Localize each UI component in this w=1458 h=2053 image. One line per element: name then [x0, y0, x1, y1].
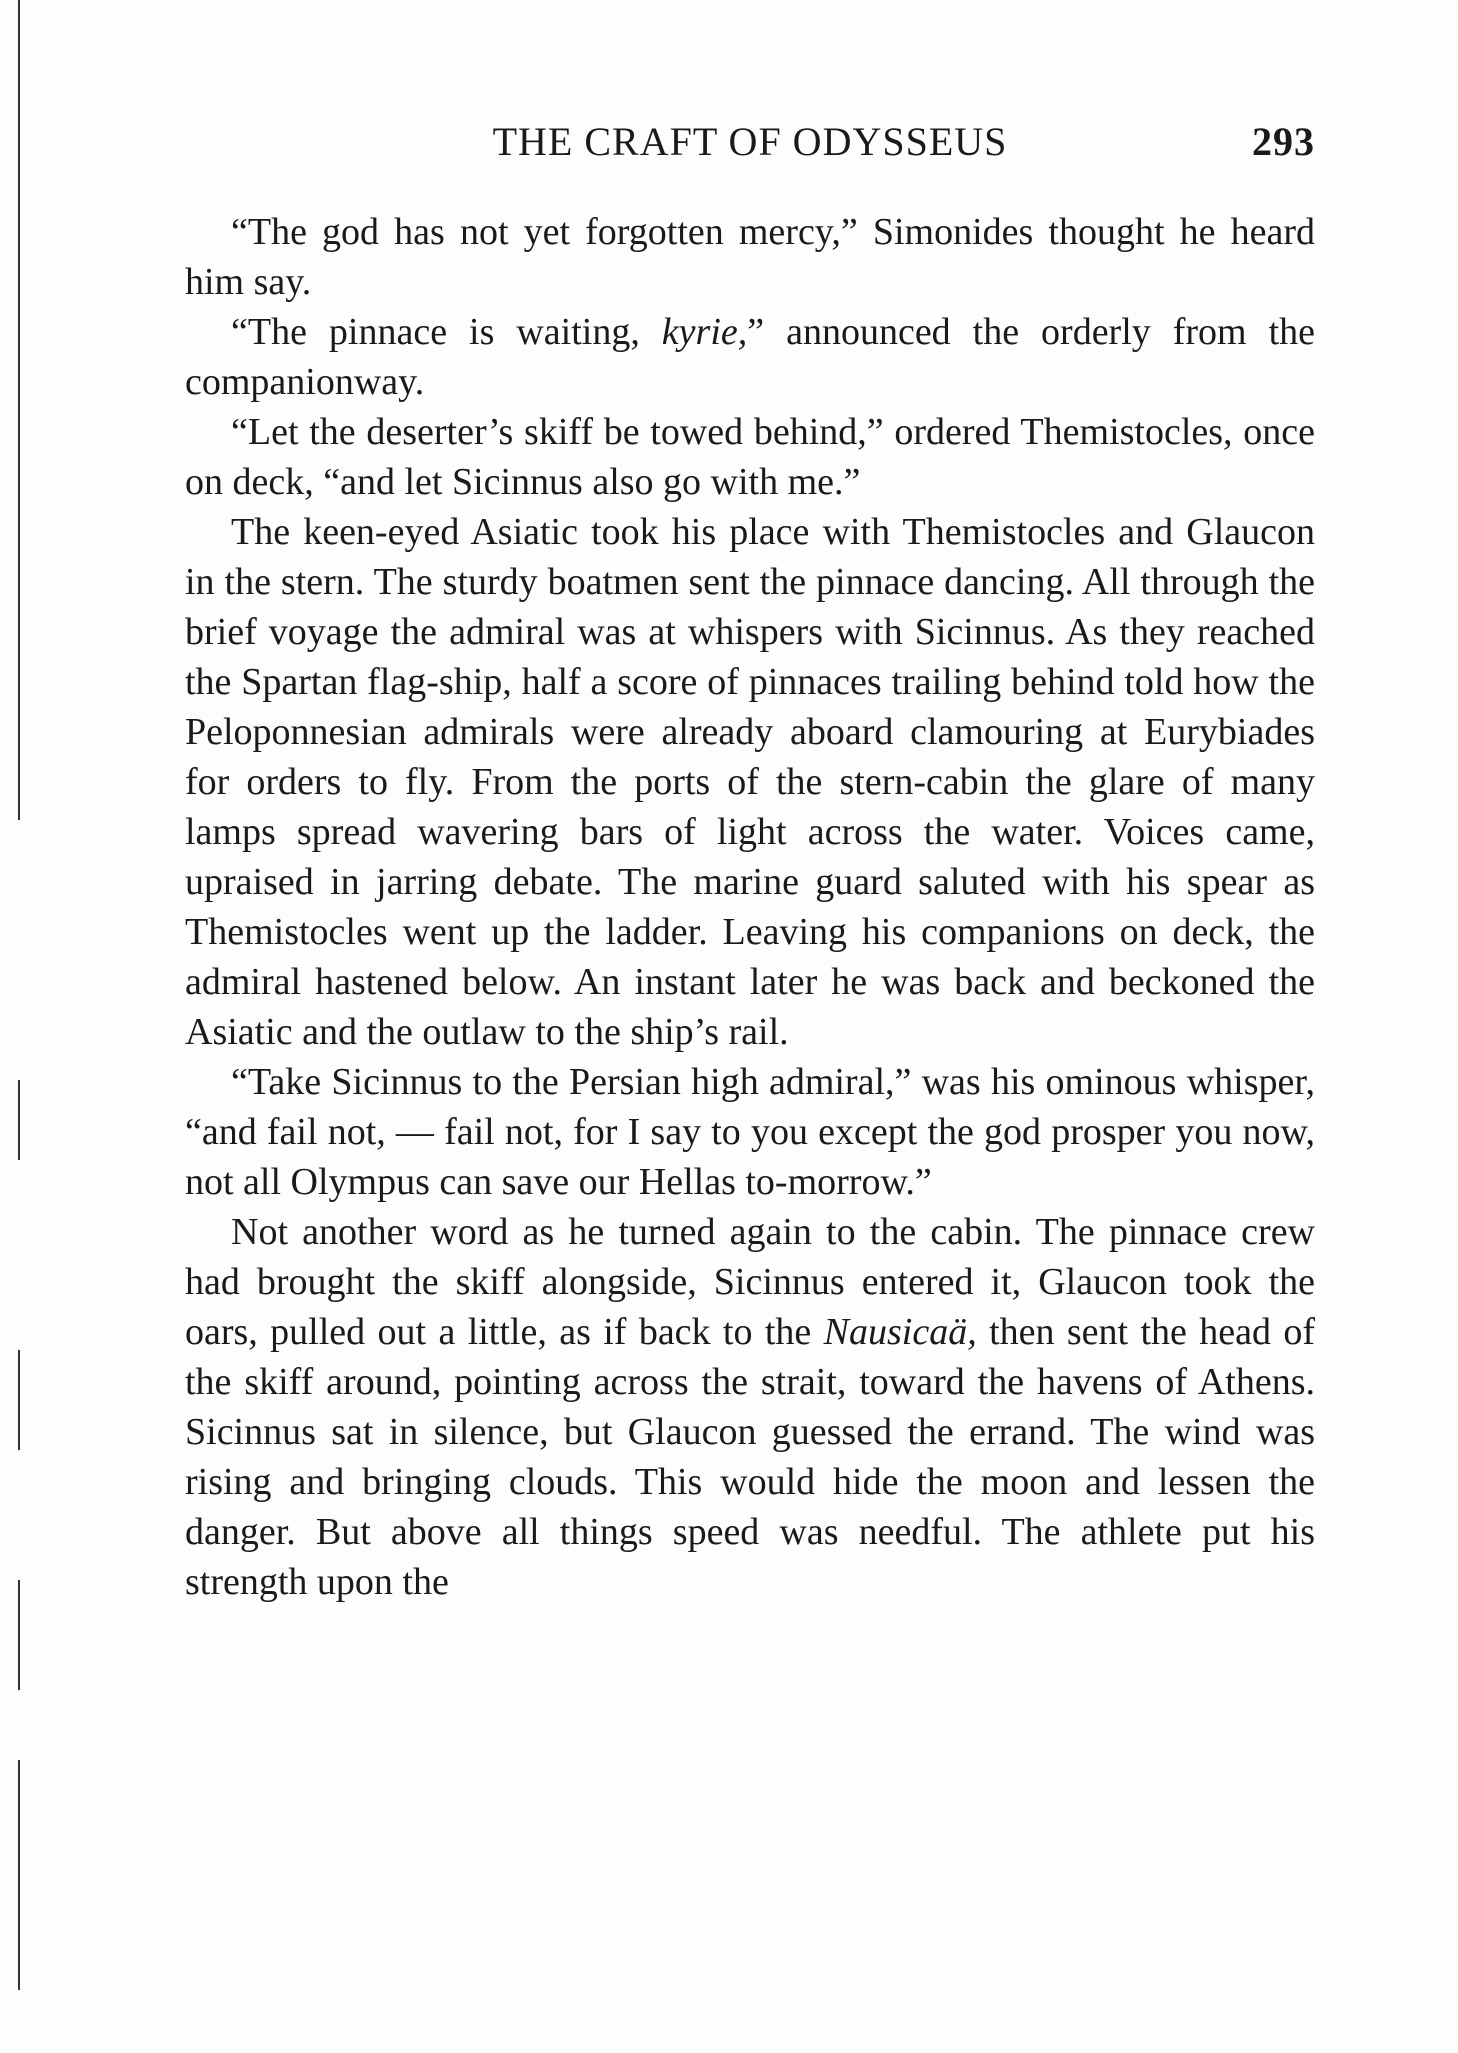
- paragraph-text: then sent the head of the skiff around, pointing across the strait, toward the havens of Athens. Sicinnus sat in silence, but Glaucon guessed the errand. The wind was rising and bringing clouds. This would hide the moon and lessen the danger. But above all things speed was needful. The athlete put his strength upon the: [185, 1311, 1315, 1603]
- scan-margin-line: [18, 1580, 20, 1690]
- scan-margin-line: [18, 0, 20, 820]
- paragraph-text: “Take Sicinnus to the Persian high admiral,” was his ominous whisper, “and fail not, — fail not, for I say to you except the god prosper you now, not all Olympus can save our Hellas to-morrow.”: [185, 1061, 1315, 1203]
- paragraph-text: Not another word as he turned again to the cabin. The pinnace crew had brought the skiff alongside, Sicinnus entered it, Glaucon took the oars, pulled out a little, as if back to the: [185, 1211, 1315, 1353]
- paragraph-text: ” announced the orderly from the companionway.: [185, 311, 1315, 403]
- running-head: THE CRAFT OF ODYSSEUS: [492, 119, 1008, 164]
- italic-word: kyrie,: [661, 311, 748, 353]
- paragraph-2: [185, 307, 1315, 407]
- paragraph-text: The keen-eyed Asiatic took his place with Themistocles and Glaucon in the stern. The sturdy boatmen sent the pinnace dancing. All through the brief voyage the admiral was at whispers with Sicinnus. As they reached the Spartan flag-ship, half a score of pinnaces trailing behind told how the Peloponnesian admirals were already aboard clamouring at Eurybiades for orders to fly. From the ports of the stern-cabin the glare of many lamps spread wavering bars of light across the water. Voices came, upraised in jarring debate. The marine guard saluted with his spear as Themistocles went up the ladder. Leaving his companions on deck, the admiral hastened below. An instant later he was back and beckoned the Asiatic and the outlaw to the ship’s rail.: [185, 511, 1315, 1053]
- paragraph-1: [185, 207, 1315, 307]
- paragraph-6: [185, 1207, 1315, 1607]
- paragraph-text: “The pinnace is waiting,: [231, 311, 662, 353]
- paragraph-text: “Let the deserter’s skiff be towed behind,” ordered Themistocles, once on deck, “and let Sicinnus also go with me.”: [185, 411, 1315, 503]
- paragraph-text: “The god has not yet forgotten mercy,” Simonides thought he heard him say.: [185, 211, 1315, 303]
- text-body: [185, 207, 1315, 1607]
- page-header: [185, 118, 1315, 178]
- paragraph-3: [185, 407, 1315, 507]
- paragraph-4: [185, 507, 1315, 1057]
- page-number: 293: [1252, 119, 1315, 164]
- scan-margin-line: [18, 1350, 20, 1450]
- italic-word: Nausicaä,: [823, 1311, 977, 1353]
- scan-margin-line: [18, 1080, 20, 1160]
- paragraph-5: [185, 1057, 1315, 1207]
- scan-margin-line: [18, 1760, 20, 1990]
